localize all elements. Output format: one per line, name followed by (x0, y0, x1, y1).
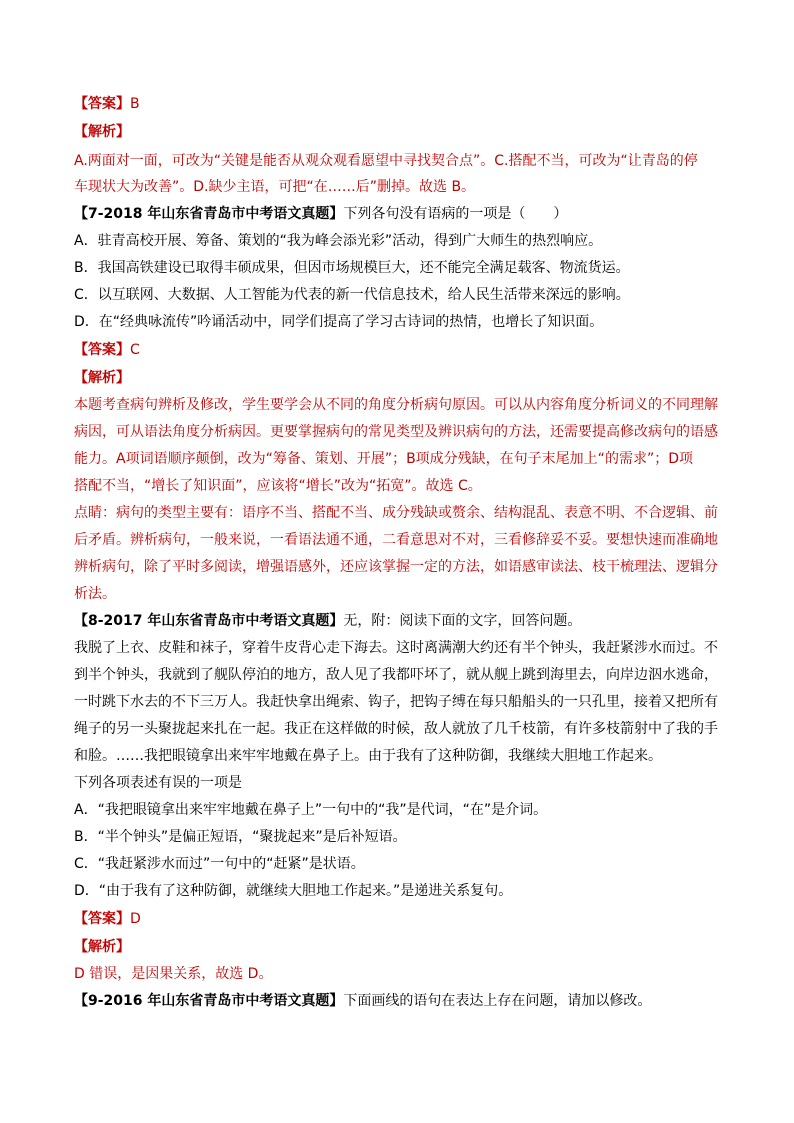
answer-line (74, 94, 140, 114)
answer-label: 【答案】 (74, 96, 130, 112)
analysis-line: A.两面对一面，可改为“关键是能否从观众观看愿望中寻找契合点”。C.搭配不当，可改为“让青岛的停 (74, 153, 698, 169)
analysis-line: 后矛盾。辨析病句，一般来说，一看语法通不通，二看意思对不对，三看修辞妥不妥。要想快速而准确地 (74, 532, 718, 548)
option-d: D．在“经典咏流传”吟诵活动中，同学们提高了学习古诗词的热情，也增长了知识面。 (74, 314, 604, 330)
analysis-line: 病因，可从语法角度分析病因。更要掌握病句的常见类型及辨识病句的方法，还需要提高修改病句的语感 (74, 424, 718, 440)
analysis-label: 【解析】 (74, 370, 130, 386)
question-header: 【7-2018 年山东省青岛市中考语文真题】 (74, 206, 344, 222)
question-line (74, 204, 567, 224)
answer-line (74, 340, 140, 360)
answer-value: B (130, 96, 140, 112)
passage-line: 到半个钟头，我就到了舰队停泊的地方，敌人见了我都吓坏了，就从舰上跳到海里去，向岸边泅水逃命， (74, 667, 718, 683)
analysis-line: 能力。A项词语顺序颠倒，改为“筹备、策划、开展”；B项成分残缺，在句子末尾加上“的需求”；D项 (74, 451, 693, 467)
passage-line: 一时跳下水去的不下三万人。我赶快拿出绳索、钩子，把钩子缚在每只船船头的一只孔里，接着又把所有 (74, 694, 718, 710)
analysis-line: D 错误，是因果关系，故选 D。 (74, 966, 273, 982)
option-b: B．我国高铁建设已取得丰硕成果，但因市场规模巨大，还不能完全满足载客、物流货运。 (74, 260, 630, 276)
analysis-line: 本题考查病句辨析及修改，学生要学会从不同的角度分析病句原因。可以从内容角度分析词义的不同理解 (74, 397, 718, 413)
passage-line: 我脱了上衣、皮鞋和袜子，穿着牛皮背心走下海去。这时离满潮大约还有半个钟头，我赶紧涉水而过。不 (74, 640, 718, 656)
option-d: D．“由于我有了这种防御，就继续大胆地工作起来。”是递进关系复句。 (74, 883, 513, 899)
analysis-line: 车现状大为改善”。D.缺少主语，可把“在……后”删掉。故选 B。 (74, 179, 476, 195)
option-c: C．以互联网、大数据、人工智能为代表的新一代信息技术，给人民生活带来深远的影响。 (74, 287, 630, 303)
option-b: B．“半个钟头”是偏正短语，“聚拢起来”是后补短语。 (74, 829, 407, 845)
option-a: A．驻青高校开展、筹备、策划的“我为峰会添光彩”活动，得到广大师生的热烈响应。 (74, 233, 603, 249)
answer-value: C (130, 342, 140, 358)
answer-label: 【答案】 (74, 342, 130, 358)
question-header: 【9-2016 年山东省青岛市中考语文真题】 (74, 993, 344, 1009)
passage-line: 和脸。……我把眼镜拿出来牢牢地戴在鼻子上。由于我有了这种防御，我继续大胆地工作起来。 (74, 748, 662, 764)
question-stem: 下面画线的语句在表达上存在问题，请加以修改。 (343, 993, 652, 1009)
analysis-label: 【解析】 (74, 124, 130, 140)
analysis-label: 【解析】 (74, 939, 130, 955)
answer-line (74, 909, 141, 929)
analysis-line: 点睛：病句的类型主要有：语序不当、搭配不当、成分残缺或赘余、结构混乱、表意不明、不合逻辑、前 (74, 505, 718, 521)
question-stem: 无，附：阅读下面的文字，回答问题。 (343, 613, 582, 629)
answer-value: D (130, 911, 141, 927)
analysis-line: 辨析病句，除了平时多阅读，增强语感外，还应该掌握一定的方法，如语感审读法、枝干梳理法、逻辑分 (74, 559, 718, 575)
analysis-line: 析法。 (74, 586, 116, 602)
analysis-line: 搭配不当，“增长了知识面”，应该将“增长”改为“拓宽”。故选 C。 (74, 478, 482, 494)
option-a: A．“我把眼镜拿出来牢牢地戴在鼻子上”一句中的“我”是代词，“在”是介词。 (74, 802, 548, 818)
question-line (74, 611, 581, 631)
question-line (74, 991, 651, 1011)
question-text: 下列各项表述有误的一项是 (74, 775, 242, 791)
answer-label: 【答案】 (74, 911, 130, 927)
question-stem: 下列各句没有语病的一项是（ ） (343, 206, 568, 222)
passage-line: 绳子的另一头聚拢起来扎在一起。我正在这样做的时候，敌人就放了几千枝箭，有许多枝箭射中了我的手 (74, 721, 718, 737)
option-c: C．“我赶紧涉水而过”一句中的“赶紧”是状语。 (74, 856, 365, 872)
question-header: 【8-2017 年山东省青岛市中考语文真题】 (74, 613, 344, 629)
